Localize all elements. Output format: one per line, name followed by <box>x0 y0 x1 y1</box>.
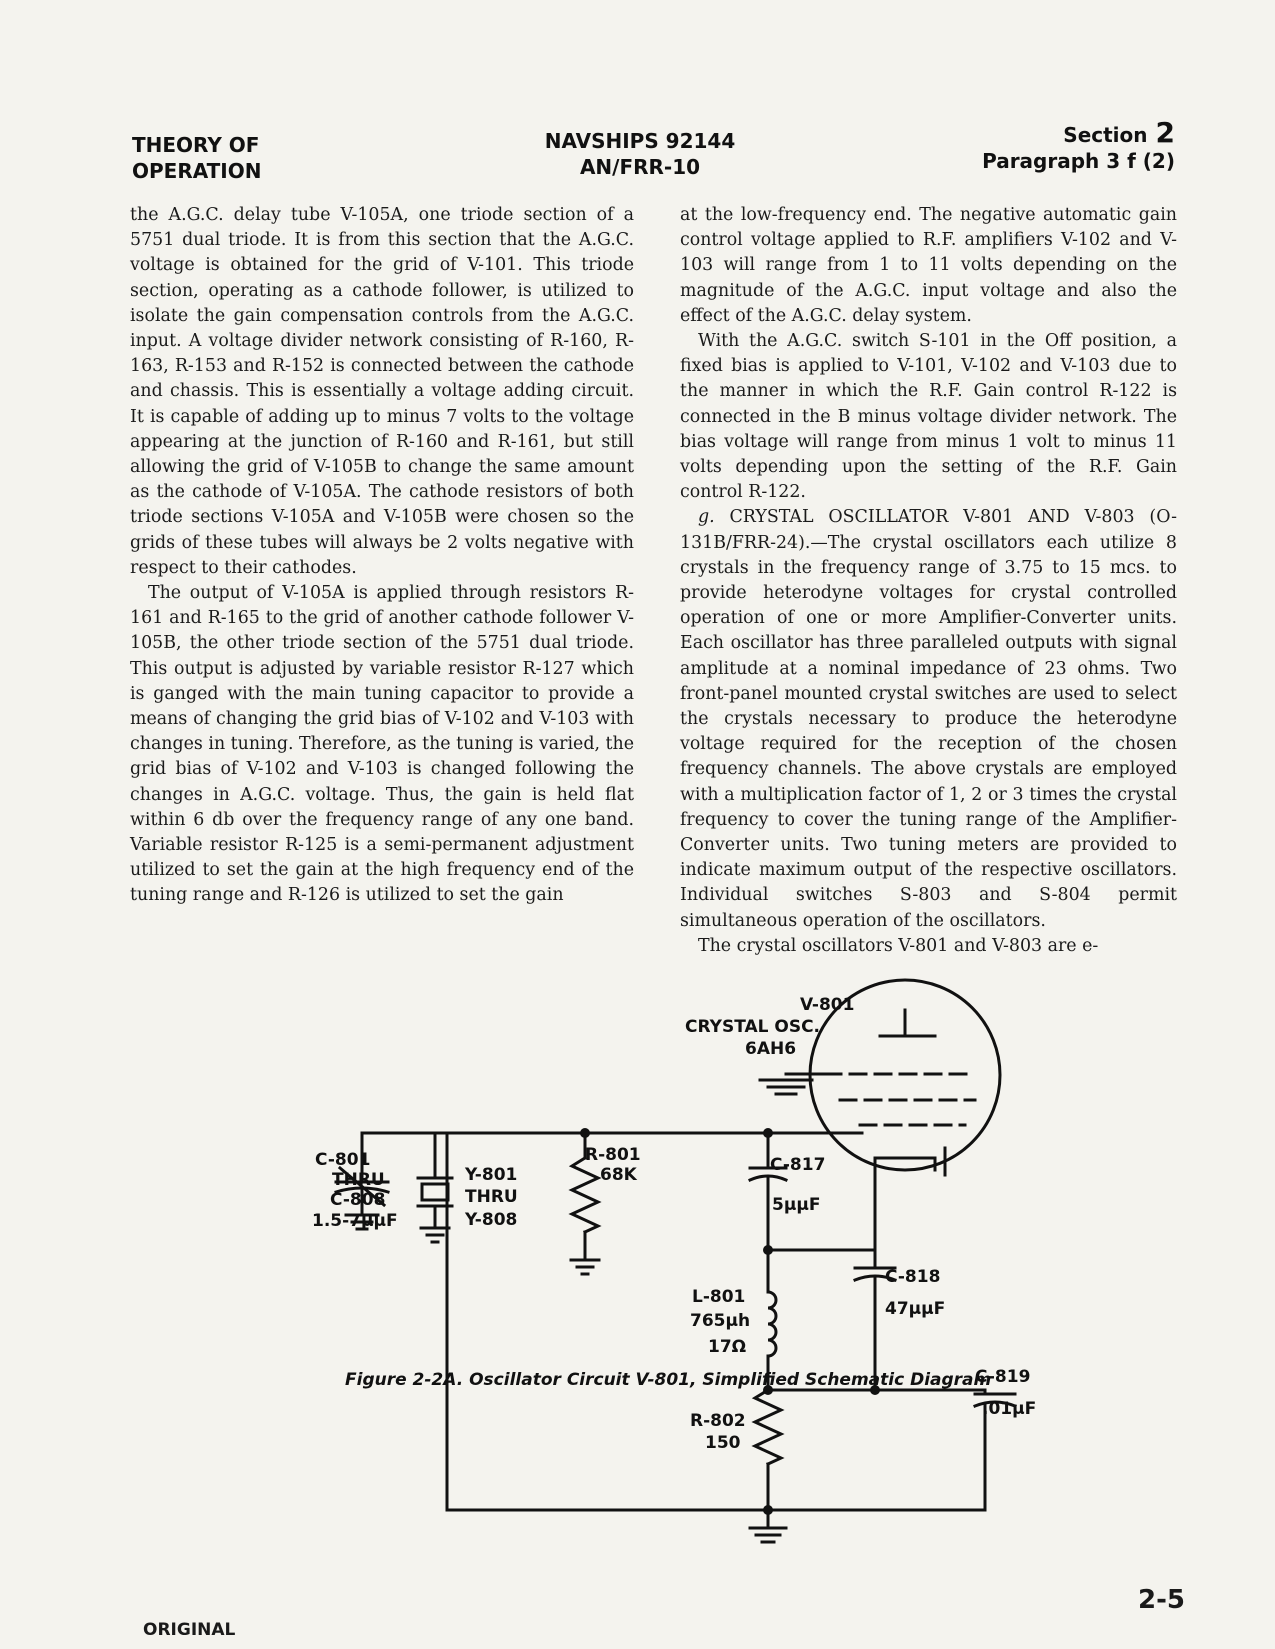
l801-inductance: 765μh <box>690 1311 751 1331</box>
right-paragraph-1: at the low-frequency end. The negative automatic gain control voltage applied to R.F. amplifiers V-102 and V-103 will range from 1 to 11 volts depending on the magnitude of the A.G.C. input voltage and also the effect of the A.G.C. delay system. <box>680 205 1177 326</box>
section-number: 2 <box>1155 116 1175 149</box>
r802-label: R-802 <box>690 1411 746 1431</box>
right-paragraph-4: The crystal oscillators V-801 and V-803 are e- <box>698 935 1099 956</box>
y801-to: Y-808 <box>465 1210 518 1230</box>
subparagraph-text: CRYSTAL OSCILLATOR V-801 AND V-803 (O-131B/FRR-24).—The crystal oscillators each utilize 8 crystals in the frequency range of 3.75 to 15 mcs. to provide heterodyne voltages for crystal controlled operation of one or more Amplifier-Converter units. Each oscillator has three paralleled outputs with signal amplitude at a nominal impedance of 23 ohms. Two front-panel mounted crystal switches are used to select the crystals necessary to produce the heterodyne voltage required for the reception of the chosen frequency channels. The above crystals are employed with a multiplication factor of 1, 2 or 3 times the crystal frequency to cover the tuning range of the Amplifier-Converter units. Two tuning meters are provided to indicate maximum output of the respective oscillators. Individual switches S-803 and S-804 permit simultaneous operation of the oscillators. <box>680 507 1177 931</box>
footer-label: ORIGINAL <box>143 1620 236 1640</box>
r801-value: 68K <box>600 1165 637 1185</box>
paragraph-reference: Paragraph 3 f (2) <box>982 149 1175 173</box>
c818-label: C-818 <box>885 1267 941 1287</box>
page-number: 2-5 <box>1138 1585 1185 1615</box>
r801-label: R-801 <box>585 1145 641 1165</box>
l801-label: L-801 <box>692 1287 746 1307</box>
r802-value: 150 <box>705 1433 741 1453</box>
c801-to: C-808 <box>330 1190 386 1210</box>
left-paragraph-1: the A.G.C. delay tube V-105A, one triode section of a 5751 dual triode. It is from this section that the A.G.C. voltage is obtained for the grid of V-101. This triode section, operating as a cathode follower, is utilized to isolate the gain compensation controls from the A.G.C. input. A voltage divider network consisting of R-160, R-163, R-153 and R-152 is connected between the cathode and chassis. This is essentially a voltage adding circuit. It is capable of adding up to minus 7 volts to the voltage appearing at the junction of R-160 and R-161, but still allowing the grid of V-105B to change the same amount as the cathode of V-105A. The cathode resistors of both triode sections V-105A and V-105B were chosen so the grids of these tubes will always be 2 volts negative with respect to their cathodes. <box>130 205 634 578</box>
tube-function-label: CRYSTAL OSC. <box>685 1017 821 1037</box>
document-number: NAVSHIPS 92144 <box>544 129 736 153</box>
left-paragraph-2: The output of V-105A is applied through resistors R-161 and R-165 to the grid of another cathode follower V-105B, the other triode section of the 5751 dual triode. This output is adjusted by variable resistor R-127 which is ganged with the main tuning capacitor to provide a means of changing the grid bias of V-102 and V-103 with changes in tuning. Therefore, as the tuning is varied, the grid bias of V-102 and V-103 is changed following the changes in A.G.C. voltage. Thus, the gain is held flat within 6 db over the frequency range of any one band. Variable resistor R-125 is a semi-permanent adjustment utilized to set the gain at the high frequency end of the tuning range and R-126 is utilized to set the gain <box>130 583 634 906</box>
right-paragraph-2: With the A.G.C. switch S-101 in the Off position, a fixed bias is applied to V-101, V-102 and V-103 due to the manner in which the R.F. Gain control R-122 is connected in the B minus voltage divider network. The bias voltage will range from minus 1 volt to minus 11 volts depending upon the setting of the R.F. Gain control R-122. <box>680 331 1177 503</box>
section-label: Section <box>1063 123 1148 147</box>
c818-value: 47μμF <box>885 1299 946 1319</box>
equipment-designation: AN/FRR-10 <box>579 155 701 179</box>
c801-thru: THRU <box>332 1170 385 1190</box>
l801-resistance: 17Ω <box>708 1337 747 1357</box>
c801-label: C-801 <box>315 1150 371 1170</box>
c817-label: C-817 <box>770 1155 826 1175</box>
c801-value: 1.5-7μμF <box>312 1211 398 1231</box>
y801-thru: THRU <box>465 1187 518 1207</box>
subparagraph-letter: g. <box>698 507 715 528</box>
c819-label: C-819 <box>975 1367 1031 1387</box>
header-left-line2: OPERATION <box>132 159 262 183</box>
figure-caption: Figure 2-2A. Oscillator Circuit V-801, Simplified Schematic Diagram <box>345 1370 992 1390</box>
c819-value: .01μF <box>982 1399 1037 1419</box>
tube-label: V-801 <box>800 995 855 1015</box>
header-left-line1: THEORY OF <box>132 133 260 157</box>
c817-value: 5μμF <box>772 1195 821 1215</box>
y801-label: Y-801 <box>465 1165 518 1185</box>
tube-type-label: 6AH6 <box>745 1039 797 1059</box>
